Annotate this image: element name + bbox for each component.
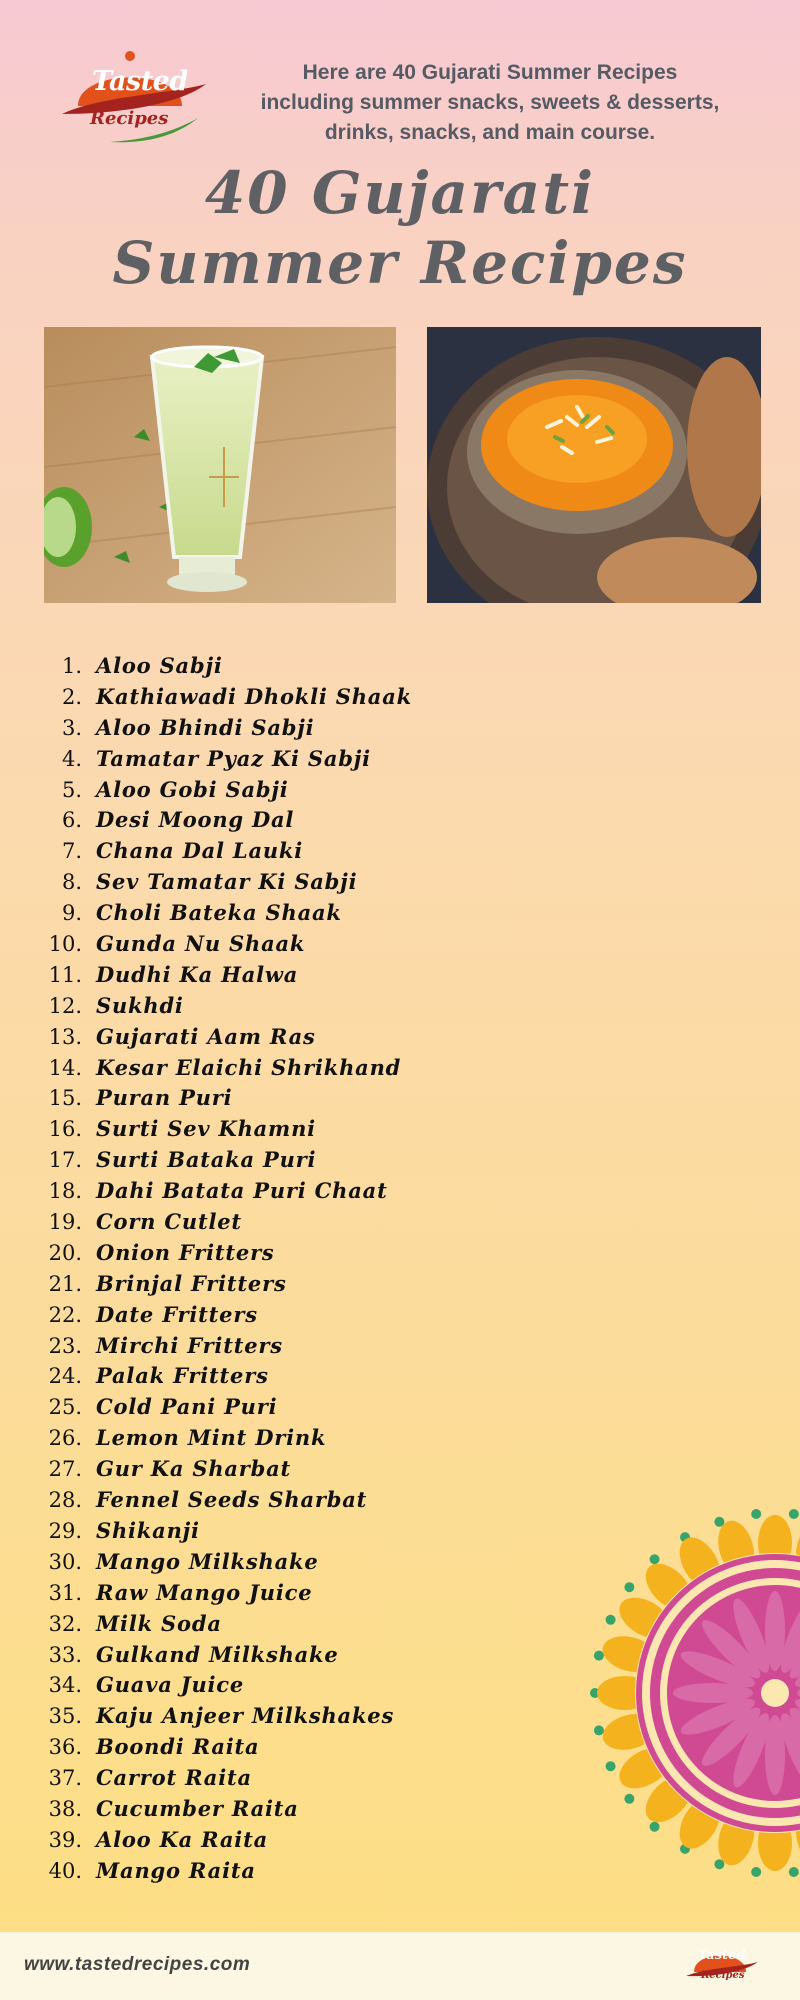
- photo-mango-dessert: [427, 327, 761, 603]
- list-item: [40, 1300, 560, 1331]
- website-link[interactable]: www.tastedrecipes.com: [24, 1954, 251, 1975]
- recipe-name[interactable]: Fennel Seeds Sharbat: [96, 1487, 368, 1513]
- recipe-name[interactable]: Mango Milkshake: [96, 1548, 319, 1574]
- recipe-number: 3.: [61, 715, 82, 740]
- recipe-number: 38.: [48, 1796, 82, 1821]
- recipe-name[interactable]: Choli Bateka Shaak: [96, 900, 342, 926]
- list-item: [40, 1547, 560, 1578]
- intro-line: including summer snacks, sweets & desserts,: [260, 91, 720, 114]
- recipe-name[interactable]: Gunda Nu Shaak: [96, 931, 306, 957]
- list-item: [40, 1825, 560, 1856]
- list-item: [40, 1207, 560, 1238]
- list-item: [40, 929, 560, 960]
- brand-logo[interactable]: [50, 48, 210, 144]
- list-item: [40, 1423, 560, 1454]
- recipe-name[interactable]: Puran Puri: [96, 1085, 233, 1111]
- recipe-number: 21.: [48, 1271, 82, 1296]
- recipe-name[interactable]: Mango Raita: [96, 1857, 256, 1883]
- list-item: [40, 960, 560, 991]
- list-item: [40, 867, 560, 898]
- recipe-number: 34.: [48, 1673, 82, 1698]
- intro-text: [235, 58, 745, 148]
- list-item: [40, 1856, 560, 1887]
- recipe-number: 29.: [48, 1518, 82, 1543]
- list-item: [40, 651, 560, 682]
- recipe-name[interactable]: Surti Sev Khamni: [96, 1116, 316, 1142]
- recipe-name[interactable]: Kathiawadi Dhokli Shaak: [96, 683, 412, 709]
- recipe-name[interactable]: Boondi Raita: [96, 1734, 260, 1760]
- page-title: [0, 158, 800, 298]
- intro-line: drinks, snacks, and main course.: [324, 121, 656, 144]
- recipe-name[interactable]: Aloo Gobi Sabji: [96, 776, 289, 802]
- list-item: [40, 1701, 560, 1732]
- list-item: [40, 682, 560, 713]
- recipe-number: 17.: [48, 1148, 82, 1173]
- recipe-number: 16.: [48, 1117, 82, 1142]
- recipe-name[interactable]: Cucumber Raita: [96, 1795, 299, 1821]
- recipe-name[interactable]: Sev Tamatar Ki Sabji: [96, 869, 358, 895]
- footer-logo[interactable]: [680, 1942, 760, 1994]
- recipe-number: 9.: [61, 901, 82, 926]
- list-item: [40, 1640, 560, 1671]
- list-item: [40, 1485, 560, 1516]
- recipe-name[interactable]: Cold Pani Puri: [96, 1394, 278, 1420]
- recipe-name[interactable]: Tamatar Pyaz Ki Sabji: [96, 745, 371, 771]
- recipe-name[interactable]: Aloo Ka Raita: [96, 1826, 268, 1852]
- recipe-name[interactable]: Guava Juice: [96, 1672, 245, 1698]
- recipe-name[interactable]: Dahi Batata Puri Chaat: [96, 1178, 388, 1204]
- footer-logo-text-top: Tasted: [698, 1948, 746, 1963]
- recipe-number: 5.: [61, 777, 82, 802]
- recipe-number: 4.: [61, 746, 82, 771]
- recipe-number: 11.: [48, 962, 82, 987]
- recipe-number: 36.: [48, 1735, 82, 1760]
- recipe-number: 28.: [48, 1488, 82, 1513]
- recipe-name[interactable]: Kesar Elaichi Shrikhand: [96, 1054, 402, 1080]
- list-item: [40, 805, 560, 836]
- recipe-number: 24.: [48, 1364, 82, 1389]
- list-item: [40, 1114, 560, 1145]
- recipe-number: 40.: [48, 1858, 82, 1883]
- list-item: [40, 1176, 560, 1207]
- recipe-number: 10.: [48, 932, 82, 957]
- recipe-number: 14.: [48, 1055, 82, 1080]
- recipe-number: 19.: [48, 1210, 82, 1235]
- recipe-name[interactable]: Gur Ka Sharbat: [96, 1456, 292, 1482]
- recipe-number: 32.: [48, 1611, 82, 1636]
- list-item: [40, 1361, 560, 1392]
- list-item: [40, 1083, 560, 1114]
- recipe-name[interactable]: Onion Fritters: [96, 1239, 275, 1265]
- recipe-name[interactable]: Aloo Bhindi Sabji: [96, 714, 315, 740]
- recipe-number: 27.: [48, 1457, 82, 1482]
- list-item: [40, 1022, 560, 1053]
- recipe-name[interactable]: Sukhdi: [96, 992, 184, 1018]
- recipe-name[interactable]: Raw Mango Juice: [96, 1579, 313, 1605]
- logo-text-bottom: Recipes: [90, 108, 169, 129]
- recipe-name[interactable]: Corn Cutlet: [96, 1209, 242, 1235]
- recipe-name[interactable]: Surti Bataka Puri: [96, 1147, 317, 1173]
- recipe-number: 35.: [48, 1704, 82, 1729]
- list-item: [40, 1609, 560, 1640]
- recipe-number: 18.: [48, 1179, 82, 1204]
- recipe-number: 30.: [48, 1549, 82, 1574]
- title-line: Summer Recipes: [112, 229, 688, 297]
- list-item: [40, 1794, 560, 1825]
- footer-logo-text-bottom: Recipes: [701, 1970, 745, 1981]
- recipe-number: 2.: [61, 684, 82, 709]
- recipe-name[interactable]: Shikanji: [96, 1517, 200, 1543]
- photo-green-drink: [44, 327, 396, 603]
- list-item: [40, 1763, 560, 1794]
- recipe-name[interactable]: Desi Moong Dal: [96, 807, 295, 833]
- list-item: [40, 713, 560, 744]
- intro-line: Here are 40 Gujarati Summer Recipes: [302, 61, 678, 84]
- footer: [0, 1932, 800, 2000]
- recipe-name[interactable]: Brinjal Fritters: [96, 1270, 287, 1296]
- recipe-name[interactable]: Chana Dal Lauki: [96, 838, 304, 864]
- list-item: [40, 1331, 560, 1362]
- recipe-number: 23.: [48, 1333, 82, 1358]
- list-item: [40, 1145, 560, 1176]
- logo-text-top: Tasted: [92, 66, 188, 97]
- list-item: [40, 1732, 560, 1763]
- recipe-name[interactable]: Aloo Sabji: [96, 653, 223, 678]
- recipe-number: 13.: [48, 1024, 82, 1049]
- list-item: [40, 744, 560, 775]
- list-item: [40, 1578, 560, 1609]
- list-item: [40, 991, 560, 1022]
- recipe-name[interactable]: Date Fritters: [96, 1301, 258, 1327]
- list-item: [40, 775, 560, 806]
- recipe-number: 26.: [48, 1426, 82, 1451]
- mandala-decoration: [585, 1500, 800, 1890]
- recipe-number: 7.: [61, 839, 82, 864]
- list-item: [40, 1238, 560, 1269]
- recipe-name[interactable]: Kaju Anjeer Milkshakes: [96, 1703, 395, 1729]
- recipe-number: 33.: [48, 1642, 82, 1667]
- recipe-name[interactable]: Gulkand Milkshake: [96, 1641, 339, 1667]
- list-item: [40, 836, 560, 867]
- recipe-number: 6.: [61, 808, 82, 833]
- recipe-number: 15.: [48, 1086, 82, 1111]
- flower-icon: [585, 1500, 800, 1890]
- recipe-number: 8.: [61, 870, 82, 895]
- recipe-number: 1.: [61, 654, 82, 678]
- list-item: [40, 1053, 560, 1084]
- title-line: 40 Gujarati: [204, 159, 596, 227]
- recipe-list: [40, 651, 560, 1887]
- list-item: [40, 1670, 560, 1701]
- recipe-number: 39.: [48, 1827, 82, 1852]
- recipe-number: 31.: [48, 1580, 82, 1605]
- recipe-name[interactable]: Gujarati Aam Ras: [96, 1023, 316, 1049]
- recipe-number: 22.: [48, 1302, 82, 1327]
- recipe-name[interactable]: Palak Fritters: [96, 1363, 269, 1389]
- recipe-number: 37.: [48, 1766, 82, 1791]
- recipe-number: 20.: [48, 1240, 82, 1265]
- list-item: [40, 1392, 560, 1423]
- list-item: [40, 898, 560, 929]
- list-item: [40, 1516, 560, 1547]
- recipe-number: 25.: [48, 1395, 82, 1420]
- list-item: [40, 1269, 560, 1300]
- list-item: [40, 1454, 560, 1485]
- recipe-name[interactable]: Lemon Mint Drink: [96, 1425, 327, 1451]
- recipe-name[interactable]: Dudhi Ka Halwa: [96, 961, 299, 987]
- recipe-name[interactable]: Milk Soda: [96, 1610, 222, 1636]
- recipe-number: 12.: [48, 993, 82, 1018]
- recipe-name[interactable]: Carrot Raita: [96, 1765, 252, 1791]
- recipe-name[interactable]: Mirchi Fritters: [96, 1332, 283, 1358]
